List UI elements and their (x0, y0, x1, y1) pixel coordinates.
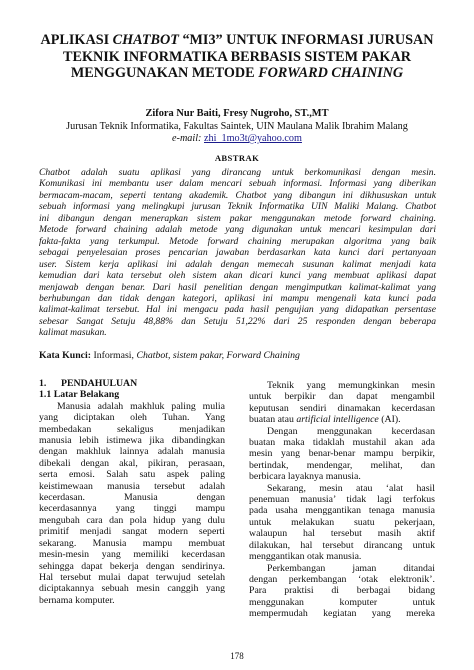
body-line: keistimewaan manusia tersebut adalah (39, 480, 225, 492)
section-title: PENDAHULUAN (61, 378, 138, 389)
body-line: yang diciptakan oleh Tuhan. Yang (39, 412, 225, 424)
body-line: pada usaha menggantikan tenaga manusia (249, 505, 435, 517)
body-line: Para praktisi di berbagai bidang (249, 585, 435, 597)
body-text: (AI). (378, 414, 401, 426)
keywords-plain: Informasi, (93, 350, 137, 361)
abstract-line: kalimat-kalimat tersebut. Hal ini mengacu pada hasil pengujian yang didapatkan persentase (39, 304, 436, 316)
body-line: berbicara layaknya manusia. (249, 471, 361, 483)
email-line (40, 133, 434, 145)
abstract-line: kalimat masukan. (39, 327, 107, 339)
body-line: diciptakannya sebuah mesin canggih yang (39, 583, 225, 595)
section-heading (39, 378, 225, 389)
title-line-1 (40, 32, 434, 49)
abstract-line: menjawab dengan benar. Dari hasil penelitian dengan mengimputkan kalimat-kalimat yang (39, 281, 436, 293)
abstract-line: user. Sistem kerja aplikasi ini adalah dengan memecah susunan kalimat menjadi kata (39, 258, 436, 270)
title-text: “MI3” UNTUK INFORMASI JURUSAN (178, 32, 434, 48)
title-line-2: TEKNIK INFORMATIKA BERBASIS SISTEM PAKAR (63, 48, 411, 65)
abstract-line: Komunikasi ini membantu user dalam mencari sebuah informasi. Informasi yang diberikan (39, 178, 436, 190)
body-line: bertindak, mendengar, melihat, dan (249, 459, 435, 471)
keywords-label: Kata Kunci: (39, 350, 94, 361)
body-line: dilakukan, hal tersebut dirancang untuk (249, 539, 435, 551)
title-text: MENGGUNAKAN METODE (70, 65, 259, 82)
body-line: buatan maka tidaklah mustahil akan ada (249, 437, 435, 449)
body-line: penemuan manusia’ tidak lagi terfokus (249, 494, 435, 506)
body-italic-text: artificial intelligence (296, 414, 379, 426)
body-line: Teknik yang memungkinkan mesin (267, 380, 435, 391)
body-line: dengan perkembangan ‘otak elektronik’. (249, 573, 435, 585)
body-line (249, 414, 435, 425)
abstract-line: sebagai penyelesaian proses pencarian jawaban berdasarkan kata kunci dari pertanyaan (39, 247, 436, 259)
body-line: primitif menjadi sangat modern seperti (39, 526, 225, 538)
email-link[interactable]: zhi_1mo3t@yahoo.com (204, 133, 302, 144)
right-column (249, 380, 435, 620)
body-line: menggunakan komputer untuk (249, 596, 435, 608)
body-line: kecerdasan. Manusia dengan (39, 492, 225, 504)
body-line: untuk melakukan suatu pekerjaan, (249, 516, 435, 528)
page-number: 178 (230, 651, 244, 661)
body-line: menggantikan otak manusia. (249, 551, 362, 563)
body-line: sehingga dapat bekerja dengan sendirinya. (39, 560, 225, 572)
body-line: Dengan menggunakan kecerdasan (267, 425, 435, 437)
abstract-heading: ABSTRAK (214, 153, 260, 163)
section-number: 1. (39, 378, 47, 389)
body-line: keputusan sendiri dinamakan kecerdasan (249, 402, 435, 414)
body-line: mesin-mesin yang memiliki kecerdasan (39, 549, 225, 561)
abstract-line: berhubungan dan tidak dengan kategori, aplikasi ini mampu mengenali kata kunci pada (39, 292, 436, 304)
body-line: kecerdasannya yang tinggi mampu (39, 503, 225, 515)
abstract-line: Chatbot adalah suatu aplikasi yang dirancang untuk berkomunikasi dengan mesin. (39, 167, 436, 178)
keywords-italic: Chatbot, sistem pakar, Forward Chaining (136, 350, 300, 361)
title-italic-text: FORWARD CHAINING (258, 65, 404, 82)
body-line: untuk berpikir dan dapat mengambil (249, 391, 435, 403)
email-label: e-mail: (172, 133, 204, 144)
title-italic-text: CHATBOT (112, 32, 179, 48)
subsection-heading: 1.1 Latar Belakang (39, 389, 120, 401)
authors: Zifora Nur Baiti, Fresy Nugroho, ST.,MT (145, 108, 329, 119)
body-text: buatan atau (249, 414, 297, 426)
abstract-line: fakta-fakta yang terkumpul. Metode forward chaining merupakan algoritma yang baik (39, 235, 436, 247)
body-line: membedakan sekaligus menjadikan (39, 423, 225, 435)
abstract-line: bermacam-macam, seperti tentang akademik. Chatbot yang dibangun ini dikhususkan untuk (39, 189, 436, 201)
body-line: walaupun hal tersebut masih aktif (249, 528, 435, 540)
body-line: Manusia adalah makhluk paling mulia (57, 400, 225, 412)
body-line: manusia lebih istimewa jika dibandingkan (39, 435, 225, 447)
body-line: serta emosi. Salah satu aspek paling (39, 469, 225, 481)
body-line: Hal tersebut mulai dapat terwujud setelah (39, 571, 225, 583)
affiliation: Jurusan Teknik Informatika, Fakultas Saintek, UIN Maulana Malik Ibrahim Malang (66, 121, 408, 132)
keywords (39, 350, 436, 362)
body-line: bernama komputer. (39, 594, 115, 606)
left-column (39, 378, 225, 606)
body-line: sekarang. Manusia mampu membuat (39, 537, 225, 549)
body-line: Sekarang, mesin atau ‘alat hasil (267, 482, 435, 494)
body-line: mempermudah kegiatan yang mereka (249, 608, 435, 620)
abstract-line: sebesar Sangat Setuju 48,88% dan Setuju 51,22% dari 25 responden dengan beberapa (39, 315, 436, 327)
abstract-line: Metode forward chaining adalah metode yang digunakan untuk mencari kesimpulan dari (39, 224, 436, 236)
paper-title (40, 32, 434, 82)
title-line-3 (40, 65, 434, 82)
abstract-line: kemudian dari kata tersebut oleh sistem akan dicari kunci yang membuat aplikasi dapat (39, 270, 436, 282)
title-text: APLIKASI (40, 32, 113, 48)
abstract-body (39, 167, 436, 339)
body-line: dengan makhluk lainnya adalah manusia (39, 446, 225, 458)
body-line: mesin yang benar-benar mampu berpikir, (249, 448, 435, 460)
body-line: mengubah cara dan pola hidup yang dulu (39, 514, 225, 526)
body-line: dibekali dengan akal, pikiran, perasaan, (39, 457, 225, 469)
abstract-line: ini dibangun dengan menerapkan sistem pakar menggunakan metode forward chaining. (39, 212, 436, 224)
abstract-line: sebuah informasi yang melingkupi jurusan Teknik Informatika UIN Maliki Malang. Chatbot (39, 201, 436, 213)
body-line: Perkembangan jaman ditandai (267, 562, 435, 574)
